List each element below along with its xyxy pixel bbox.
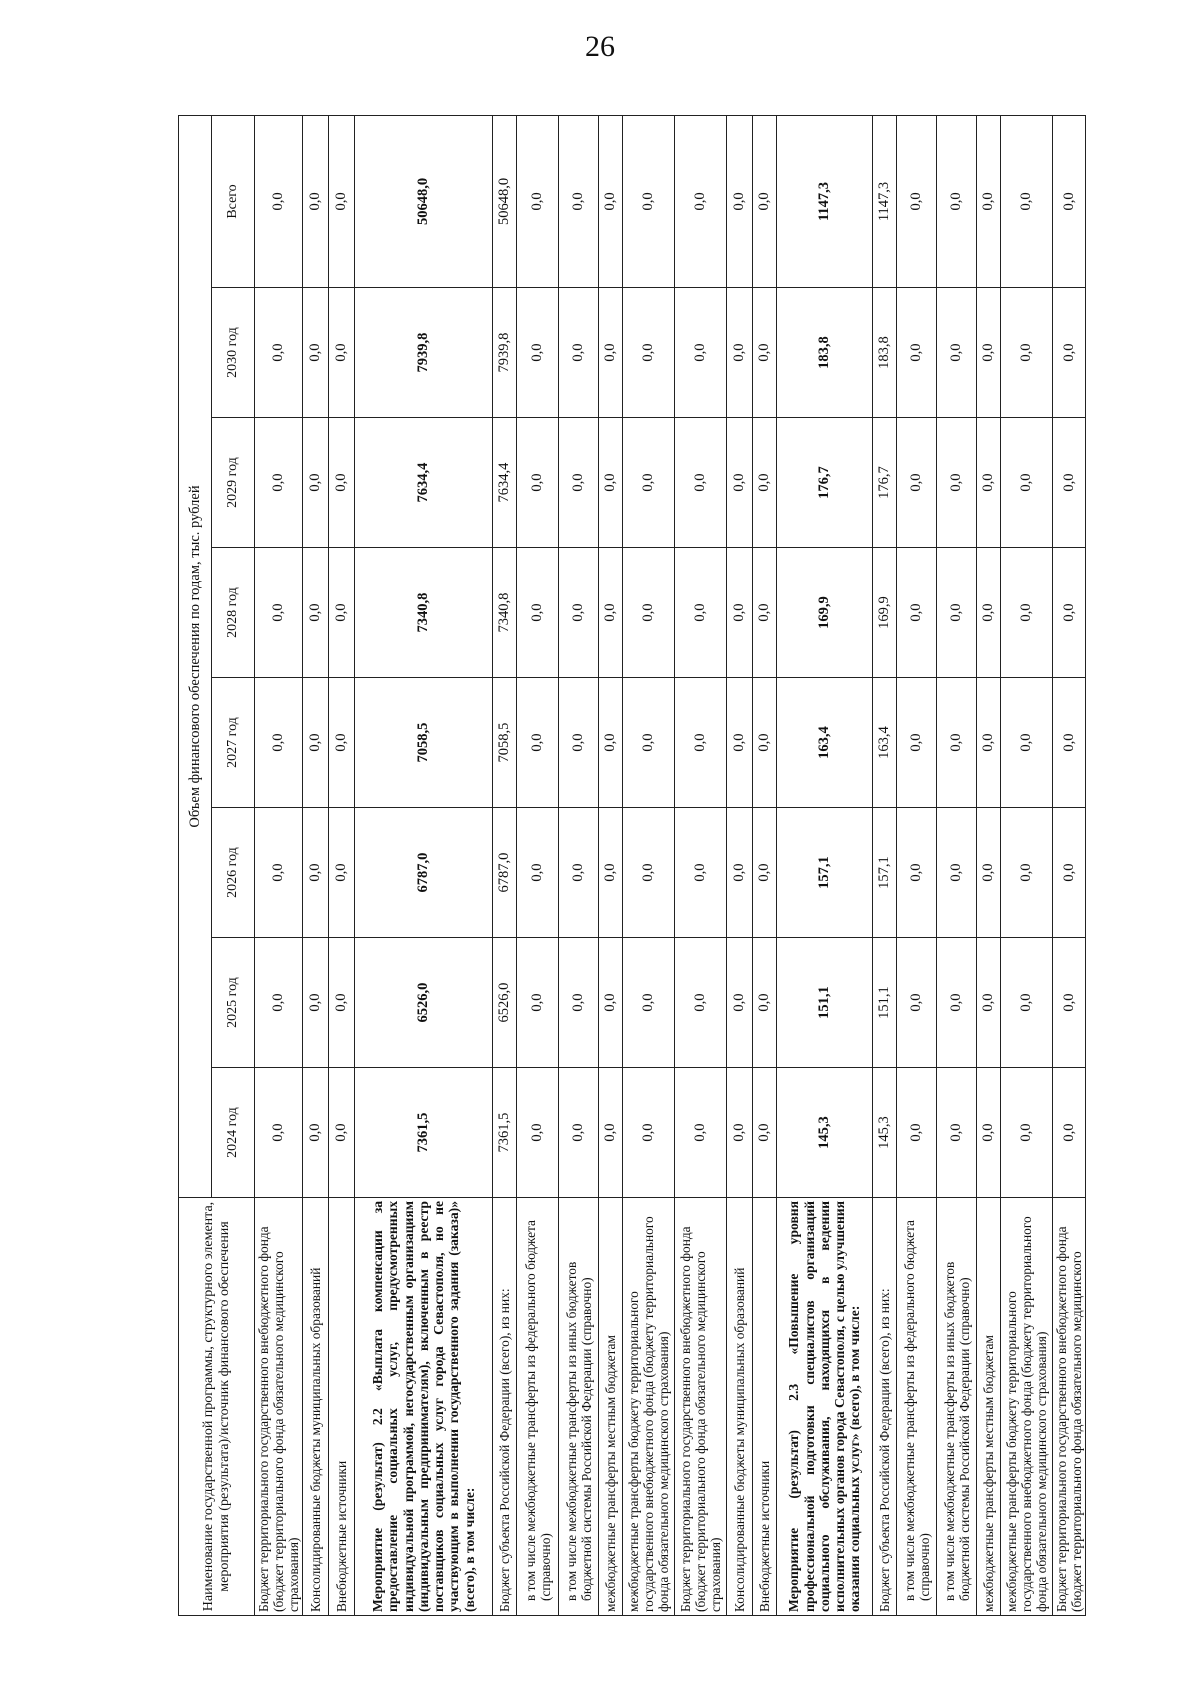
row-year-value: 151,1 xyxy=(777,938,873,1068)
row-total-value: 0,0 xyxy=(977,115,1001,287)
row-year-value: 0,0 xyxy=(599,288,623,418)
table-row xyxy=(675,115,727,1615)
row-year-value: 0,0 xyxy=(1001,288,1053,418)
row-label: Внебюджетные источники xyxy=(753,1198,777,1616)
row-label: Консолидированные бюджеты муниципальных образований xyxy=(303,1198,329,1616)
row-year-value: 0,0 xyxy=(1001,418,1053,548)
row-total-value: 0,0 xyxy=(1053,115,1086,287)
total-header: Всего xyxy=(212,115,255,287)
table-row xyxy=(937,115,977,1615)
row-year-value: 145,3 xyxy=(873,1068,897,1198)
row-label: в том числе межбюджетные трансферты из иных бюджетов бюджетной системы Российской Федерации (справочно) xyxy=(937,1198,977,1616)
page-number: 26 xyxy=(585,30,615,63)
row-year-value: 7361,5 xyxy=(493,1068,517,1198)
row-year-value: 0,0 xyxy=(727,418,753,548)
row-year-value: 163,4 xyxy=(777,678,873,808)
row-total-value: 0,0 xyxy=(329,115,355,287)
row-year-value: 0,0 xyxy=(675,808,727,938)
row-year-value: 157,1 xyxy=(777,808,873,938)
row-label: Бюджет территориального государственного внебюджетного фонда (бюджет территориального фонда обязательного медицинского страхования) xyxy=(255,1198,303,1616)
row-year-value: 0,0 xyxy=(623,808,675,938)
row-label: Консолидированные бюджеты муниципальных образований xyxy=(727,1198,753,1616)
row-label: Бюджет территориального государственного внебюджетного фонда (бюджет территориального фонда обязательного медицинского страхования) xyxy=(675,1198,727,1616)
row-year-value: 0,0 xyxy=(599,548,623,678)
row-year-value: 0,0 xyxy=(1001,1068,1053,1198)
table-row xyxy=(559,115,599,1615)
row-year-value: 0,0 xyxy=(623,288,675,418)
row-year-value: 6526,0 xyxy=(355,938,493,1068)
row-year-value: 0,0 xyxy=(977,938,1001,1068)
row-year-value: 0,0 xyxy=(1053,548,1086,678)
row-label: Бюджет территориального государственного внебюджетного фонда (бюджет территориального фонда обязательного медицинского xyxy=(1053,1198,1086,1616)
row-year-value: 0,0 xyxy=(559,808,599,938)
row-year-value: 0,0 xyxy=(727,678,753,808)
row-year-value: 0,0 xyxy=(559,938,599,1068)
table-row xyxy=(897,115,937,1615)
row-year-value: 0,0 xyxy=(727,548,753,678)
row-year-value: 151,1 xyxy=(873,938,897,1068)
year-header: 2030 год xyxy=(212,288,255,418)
row-year-value: 0,0 xyxy=(255,418,303,548)
table-row xyxy=(329,115,355,1615)
row-year-value: 0,0 xyxy=(255,548,303,678)
row-label: Внебюджетные источники xyxy=(329,1198,355,1616)
row-total-value: 50648,0 xyxy=(493,115,517,287)
row-year-value: 0,0 xyxy=(897,1068,937,1198)
row-year-value: 7361,5 xyxy=(355,1068,493,1198)
table-row xyxy=(977,115,1001,1615)
row-year-value: 163,4 xyxy=(873,678,897,808)
row-year-value: 157,1 xyxy=(873,808,897,938)
table-row xyxy=(777,115,873,1615)
row-year-value: 6526,0 xyxy=(493,938,517,1068)
table-row xyxy=(303,115,329,1615)
row-year-value: 0,0 xyxy=(897,418,937,548)
row-year-value: 0,0 xyxy=(303,288,329,418)
row-label: Мероприятие (результат) 2.2 «Выплата компенсации за предоставление социальных услуг, предусмотренных индивидуальной программой, негосударственным организациям (индивидуальным предпринимателям), включенным в реестр поставщиков социальных услуг города Севастополя, но не участвующим в выполнении государственного задания (заказа)» (всего), в том числе: xyxy=(355,1198,493,1616)
row-year-value: 0,0 xyxy=(753,288,777,418)
row-total-value: 1147,3 xyxy=(873,115,897,287)
row-year-value: 0,0 xyxy=(559,288,599,418)
row-year-value: 0,0 xyxy=(329,678,355,808)
row-year-value: 0,0 xyxy=(303,938,329,1068)
row-year-value: 0,0 xyxy=(937,288,977,418)
row-total-value: 0,0 xyxy=(937,115,977,287)
rotated-table-wrapper xyxy=(178,116,1083,1616)
row-year-value: 0,0 xyxy=(599,808,623,938)
row-label: в том числе межбюджетные трансферты из федерального бюджета (справочно) xyxy=(897,1198,937,1616)
row-year-value: 0,0 xyxy=(623,938,675,1068)
row-year-value: 0,0 xyxy=(937,1068,977,1198)
row-year-value: 7340,8 xyxy=(355,548,493,678)
row-year-value: 7340,8 xyxy=(493,548,517,678)
row-year-value: 169,9 xyxy=(777,548,873,678)
row-year-value: 0,0 xyxy=(937,938,977,1068)
row-year-value: 0,0 xyxy=(1053,418,1086,548)
row-year-value: 0,0 xyxy=(897,288,937,418)
row-year-value: 7058,5 xyxy=(493,678,517,808)
row-year-value: 0,0 xyxy=(517,1068,559,1198)
financing-table xyxy=(178,115,1086,1616)
row-year-value: 0,0 xyxy=(623,418,675,548)
table-row xyxy=(517,115,559,1615)
year-header: 2025 год xyxy=(212,938,255,1068)
row-year-value: 0,0 xyxy=(727,938,753,1068)
row-year-value: 0,0 xyxy=(897,678,937,808)
row-year-value: 0,0 xyxy=(559,418,599,548)
row-year-value: 0,0 xyxy=(1053,1068,1086,1198)
row-year-value: 6787,0 xyxy=(355,808,493,938)
row-total-value: 1147,3 xyxy=(777,115,873,287)
row-year-value: 0,0 xyxy=(897,548,937,678)
row-year-value: 7939,8 xyxy=(355,288,493,418)
row-total-value: 0,0 xyxy=(753,115,777,287)
row-year-value: 0,0 xyxy=(1001,678,1053,808)
table-body xyxy=(255,115,1086,1615)
row-year-value: 7058,5 xyxy=(355,678,493,808)
row-label: в том числе межбюджетные трансферты из иных бюджетов бюджетной системы Российской Федерации (справочно) xyxy=(559,1198,599,1616)
row-year-value: 7634,4 xyxy=(493,418,517,548)
row-total-value: 50648,0 xyxy=(355,115,493,287)
name-column-header: Наименование государственной программы, структурного элемента, мероприятия (результата)/источник финансового обеспечения xyxy=(179,1198,255,1616)
row-year-value: 0,0 xyxy=(255,288,303,418)
row-year-value: 7939,8 xyxy=(493,288,517,418)
row-total-value: 0,0 xyxy=(255,115,303,287)
row-total-value: 0,0 xyxy=(559,115,599,287)
row-year-value: 0,0 xyxy=(753,548,777,678)
year-header: 2027 год xyxy=(212,678,255,808)
row-year-value: 0,0 xyxy=(303,1068,329,1198)
row-year-value: 0,0 xyxy=(517,418,559,548)
row-year-value: 0,0 xyxy=(753,678,777,808)
row-year-value: 0,0 xyxy=(599,678,623,808)
row-year-value: 0,0 xyxy=(897,808,937,938)
row-year-value: 0,0 xyxy=(977,418,1001,548)
year-header: 2029 год xyxy=(212,418,255,548)
row-year-value: 183,8 xyxy=(873,288,897,418)
row-year-value: 0,0 xyxy=(977,288,1001,418)
row-label: Бюджет субъекта Российской Федерации (всего), из них: xyxy=(873,1198,897,1616)
row-year-value: 0,0 xyxy=(329,808,355,938)
table-row xyxy=(599,115,623,1615)
row-year-value: 0,0 xyxy=(517,938,559,1068)
row-year-value: 0,0 xyxy=(897,938,937,1068)
row-year-value: 0,0 xyxy=(1001,808,1053,938)
row-year-value: 0,0 xyxy=(329,548,355,678)
row-label: Бюджет субъекта Российской Федерации (всего), из них: xyxy=(493,1198,517,1616)
row-year-value: 0,0 xyxy=(937,548,977,678)
row-year-value: 0,0 xyxy=(753,808,777,938)
row-year-value: 0,0 xyxy=(977,678,1001,808)
row-year-value: 0,0 xyxy=(1053,808,1086,938)
row-year-value: 0,0 xyxy=(1053,938,1086,1068)
row-year-value: 0,0 xyxy=(255,678,303,808)
row-total-value: 0,0 xyxy=(897,115,937,287)
row-year-value: 0,0 xyxy=(255,1068,303,1198)
row-total-value: 0,0 xyxy=(517,115,559,287)
row-year-value: 0,0 xyxy=(599,1068,623,1198)
row-year-value: 0,0 xyxy=(977,808,1001,938)
row-year-value: 0,0 xyxy=(675,1068,727,1198)
row-year-value: 6787,0 xyxy=(493,808,517,938)
table-row xyxy=(355,115,493,1615)
row-year-value: 0,0 xyxy=(517,548,559,678)
row-total-value: 0,0 xyxy=(599,115,623,287)
row-year-value: 0,0 xyxy=(675,938,727,1068)
row-year-value: 0,0 xyxy=(937,808,977,938)
row-year-value: 0,0 xyxy=(517,288,559,418)
year-header: 2024 год xyxy=(212,1068,255,1198)
row-year-value: 0,0 xyxy=(623,1068,675,1198)
financing-group-header: Объем финансового обеспечения по годам, тыс. рублей xyxy=(179,115,212,1197)
table-row xyxy=(727,115,753,1615)
table-row xyxy=(1053,115,1086,1615)
row-year-value: 176,7 xyxy=(873,418,897,548)
row-year-value: 0,0 xyxy=(1001,548,1053,678)
row-year-value: 0,0 xyxy=(1053,678,1086,808)
row-year-value: 0,0 xyxy=(517,678,559,808)
row-year-value: 0,0 xyxy=(559,678,599,808)
row-year-value: 0,0 xyxy=(675,548,727,678)
table-row xyxy=(255,115,303,1615)
row-year-value: 0,0 xyxy=(255,808,303,938)
row-year-value: 7634,4 xyxy=(355,418,493,548)
row-label: межбюджетные трансферты местным бюджетам xyxy=(977,1198,1001,1616)
row-year-value: 0,0 xyxy=(559,548,599,678)
row-total-value: 0,0 xyxy=(623,115,675,287)
row-year-value: 145,3 xyxy=(777,1068,873,1198)
row-year-value: 169,9 xyxy=(873,548,897,678)
row-year-value: 0,0 xyxy=(753,938,777,1068)
row-total-value: 0,0 xyxy=(727,115,753,287)
row-label: межбюджетные трансферты бюджету территориального государственного внебюджетного фонда (бюджету территориального фонда обязательного медицинского страхования) xyxy=(623,1198,675,1616)
row-year-value: 0,0 xyxy=(599,418,623,548)
year-header: 2028 год xyxy=(212,548,255,678)
row-year-value: 0,0 xyxy=(255,938,303,1068)
row-year-value: 0,0 xyxy=(937,678,977,808)
row-year-value: 0,0 xyxy=(623,678,675,808)
table-row xyxy=(873,115,897,1615)
row-year-value: 0,0 xyxy=(1053,288,1086,418)
row-label: в том числе межбюджетные трансферты из федерального бюджета (справочно) xyxy=(517,1198,559,1616)
row-year-value: 0,0 xyxy=(599,938,623,1068)
row-year-value: 0,0 xyxy=(937,418,977,548)
row-year-value: 0,0 xyxy=(623,548,675,678)
row-year-value: 0,0 xyxy=(303,418,329,548)
row-total-value: 0,0 xyxy=(1001,115,1053,287)
row-year-value: 0,0 xyxy=(675,418,727,548)
row-year-value: 0,0 xyxy=(517,808,559,938)
row-year-value: 0,0 xyxy=(727,288,753,418)
table-row xyxy=(753,115,777,1615)
row-year-value: 0,0 xyxy=(329,418,355,548)
row-year-value: 0,0 xyxy=(675,288,727,418)
table-row xyxy=(493,115,517,1615)
row-label: межбюджетные трансферты местным бюджетам xyxy=(599,1198,623,1616)
row-total-value: 0,0 xyxy=(675,115,727,287)
row-label: межбюджетные трансферты бюджету территориального государственного внебюджетного фонда (бюджету территориального фонда обязательного медицинского страхования) xyxy=(1001,1198,1053,1616)
row-year-value: 0,0 xyxy=(329,288,355,418)
row-year-value: 0,0 xyxy=(977,1068,1001,1198)
row-year-value: 0,0 xyxy=(753,418,777,548)
table-row xyxy=(623,115,675,1615)
row-year-value: 0,0 xyxy=(1001,938,1053,1068)
row-label: Мероприятие (результат) 2.3 «Повышение уровня профессиональной подготовки специалистов организаций социального обслуживания, находящихся в ведении исполнительных органов города Севастополя, с целью улучшения оказания социальных услуг» (всего), в том числе: xyxy=(777,1198,873,1616)
year-header: 2026 год xyxy=(212,808,255,938)
row-year-value: 0,0 xyxy=(753,1068,777,1198)
row-year-value: 0,0 xyxy=(303,808,329,938)
row-year-value: 0,0 xyxy=(727,808,753,938)
row-year-value: 0,0 xyxy=(329,938,355,1068)
row-total-value: 0,0 xyxy=(303,115,329,287)
row-year-value: 0,0 xyxy=(303,548,329,678)
row-year-value: 0,0 xyxy=(329,1068,355,1198)
row-year-value: 176,7 xyxy=(777,418,873,548)
row-year-value: 0,0 xyxy=(559,1068,599,1198)
row-year-value: 0,0 xyxy=(977,548,1001,678)
row-year-value: 0,0 xyxy=(675,678,727,808)
row-year-value: 0,0 xyxy=(727,1068,753,1198)
row-year-value: 0,0 xyxy=(303,678,329,808)
table-row xyxy=(1001,115,1053,1615)
row-year-value: 183,8 xyxy=(777,288,873,418)
